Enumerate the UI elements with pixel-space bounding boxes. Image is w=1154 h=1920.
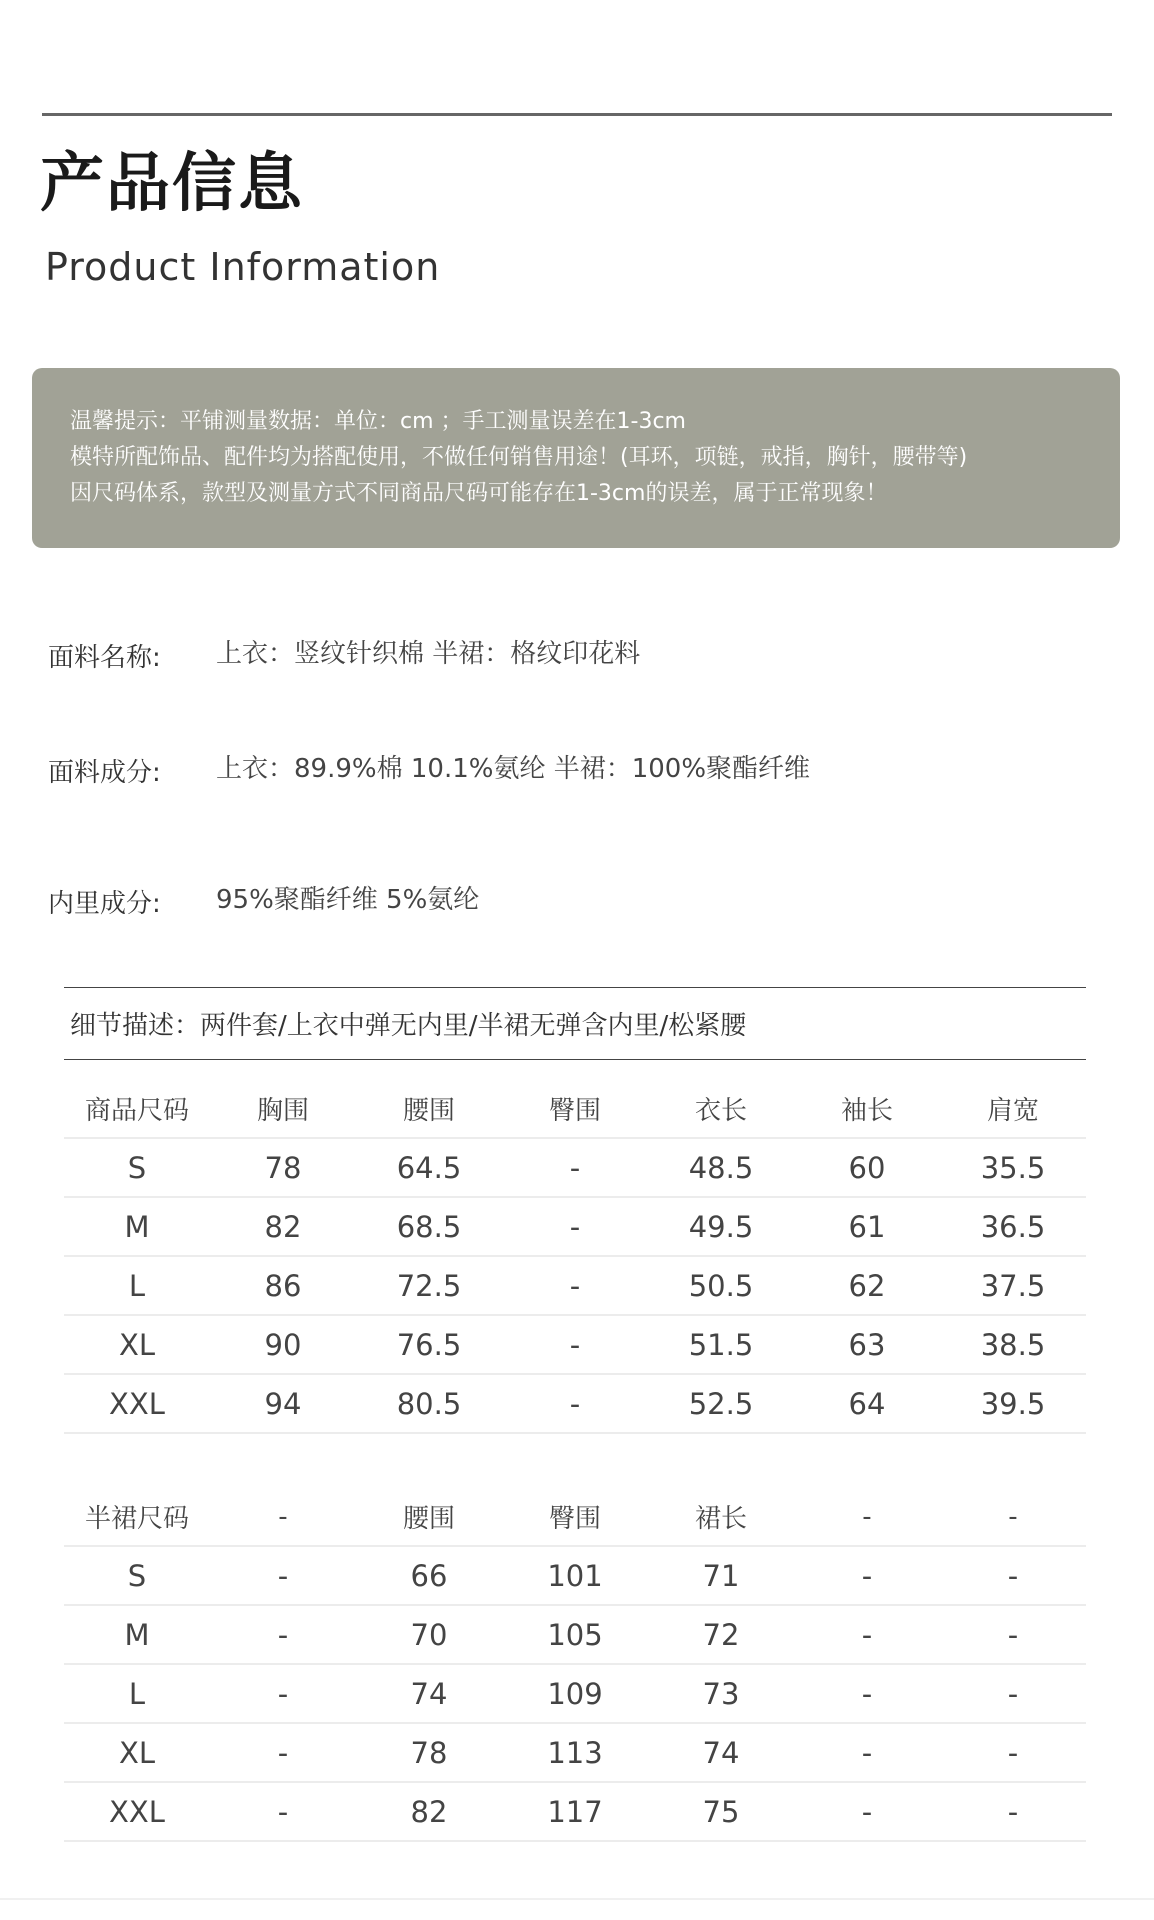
page-subtitle: Product Information [45,245,441,289]
detail-description-row [70,1005,746,1042]
detail-top-divider [64,987,1086,988]
table-row [64,1256,1086,1315]
table-row [64,1374,1086,1433]
table-cell: XL [64,1315,210,1374]
bottom-divider [0,1898,1154,1900]
header-cell: 商品尺码 [64,1080,210,1138]
table-cell: 71 [648,1546,794,1605]
table-cell: 76.5 [356,1315,502,1374]
header-cell: 肩宽 [940,1080,1086,1138]
header-cell: 臀围 [502,1488,648,1546]
table-cell: XXL [64,1374,210,1433]
table-cell: 117 [502,1782,648,1841]
table-cell: - [210,1723,356,1782]
table-cell: - [210,1664,356,1723]
table-cell: - [794,1605,940,1664]
table-cell: 51.5 [648,1315,794,1374]
table-cell: - [940,1546,1086,1605]
table-cell: 78 [356,1723,502,1782]
table-cell: - [502,1374,648,1433]
table-cell: 50.5 [648,1256,794,1315]
table-row [64,1723,1086,1782]
notice-panel [32,368,1120,548]
header-cell: 半裙尺码 [64,1488,210,1546]
table-cell: 72 [648,1605,794,1664]
table-cell: 66 [356,1546,502,1605]
table-cell: M [64,1197,210,1256]
table-cell: 73 [648,1664,794,1723]
table-cell: 49.5 [648,1197,794,1256]
header-cell: 胸围 [210,1080,356,1138]
fabric-name-label: 面料名称: [48,643,161,673]
table-row [64,1315,1086,1374]
header-cell: - [794,1488,940,1546]
table-cell: - [210,1546,356,1605]
table-cell: - [940,1782,1086,1841]
table-cell: - [794,1546,940,1605]
table-cell: 80.5 [356,1374,502,1433]
table-cell: 35.5 [940,1138,1086,1197]
table-cell: L [64,1256,210,1315]
table-cell: 39.5 [940,1374,1086,1433]
top-divider [42,113,1112,116]
table-cell: 82 [356,1782,502,1841]
header-cell: 腰围 [356,1080,502,1138]
table-cell: 52.5 [648,1374,794,1433]
table-cell: XL [64,1723,210,1782]
table-cell: 101 [502,1546,648,1605]
lining-composition-label: 内里成分: [48,889,161,919]
table-header-row [64,1080,1086,1138]
fabric-composition-value: 上衣：89.9%棉 10.1%氨纶 半裙：100%聚酯纤维 [216,754,811,784]
table-cell: 61 [794,1197,940,1256]
header-cell: 腰围 [356,1488,502,1546]
header-cell: - [940,1488,1086,1546]
table-cell: 94 [210,1374,356,1433]
table-cell: 38.5 [940,1315,1086,1374]
notice-line-accessories: 模特所配饰品、配件均为搭配使用，不做任何销售用途！(耳环，项链，戒指，胸针，腰带等) [70,445,968,470]
skirt-size-table [64,1488,1086,1842]
header-cell: - [210,1488,356,1546]
table-cell: 68.5 [356,1197,502,1256]
header-cell: 衣长 [648,1080,794,1138]
table-cell: - [502,1197,648,1256]
table-cell: 48.5 [648,1138,794,1197]
table-cell: 82 [210,1197,356,1256]
detail-description-value: 两件套/上衣中弹无内里/半裙无弹含内里/松紧腰 [200,1011,747,1041]
table-cell: 72.5 [356,1256,502,1315]
table-cell: - [502,1315,648,1374]
detail-bottom-divider [64,1059,1086,1060]
table-row [64,1546,1086,1605]
table-header-row [64,1488,1086,1546]
table-cell: 37.5 [940,1256,1086,1315]
notice-line-measurement: 温馨提示：平铺测量数据：单位：cm ；手工测量误差在1-3cm [70,409,686,434]
table-cell: 75 [648,1782,794,1841]
table-cell: 62 [794,1256,940,1315]
table-cell: 90 [210,1315,356,1374]
table-cell: - [794,1664,940,1723]
table-cell: L [64,1664,210,1723]
table-cell: - [794,1723,940,1782]
table-cell: - [940,1723,1086,1782]
table-cell: - [502,1256,648,1315]
table-cell: - [940,1664,1086,1723]
table-cell: 63 [794,1315,940,1374]
table-cell: S [64,1546,210,1605]
table-cell: - [210,1605,356,1664]
table-cell: 74 [356,1664,502,1723]
table-cell: M [64,1605,210,1664]
header-cell: 裙长 [648,1488,794,1546]
table-cell: 78 [210,1138,356,1197]
page-title: 产品信息 [40,147,304,221]
header-cell: 袖长 [794,1080,940,1138]
table-cell: 86 [210,1256,356,1315]
notice-line-size-tolerance: 因尺码体系，款型及测量方式不同商品尺码可能存在1-3cm的误差，属于正常现象！ [70,481,888,506]
table-cell: S [64,1138,210,1197]
table-cell: 70 [356,1605,502,1664]
table-row [64,1664,1086,1723]
table-cell: - [794,1782,940,1841]
top-size-table [64,1080,1086,1434]
table-row [64,1138,1086,1197]
table-cell: XXL [64,1782,210,1841]
header-cell: 臀围 [502,1080,648,1138]
table-cell: - [502,1138,648,1197]
table-cell: 113 [502,1723,648,1782]
fabric-name-value: 上衣：竖纹针织棉 半裙：格纹印花料 [216,639,641,669]
table-cell: 64.5 [356,1138,502,1197]
table-cell: 74 [648,1723,794,1782]
table-cell: 64 [794,1374,940,1433]
table-cell: 60 [794,1138,940,1197]
table-cell: - [940,1605,1086,1664]
table-row [64,1197,1086,1256]
table-row [64,1782,1086,1841]
table-cell: 36.5 [940,1197,1086,1256]
table-cell: 109 [502,1664,648,1723]
table-cell: - [210,1782,356,1841]
lining-composition-value: 95%聚酯纤维 5%氨纶 [216,885,480,915]
table-cell: 105 [502,1605,648,1664]
table-row [64,1605,1086,1664]
fabric-composition-label: 面料成分: [48,758,161,788]
detail-description-label: 细节描述： [70,1011,201,1041]
